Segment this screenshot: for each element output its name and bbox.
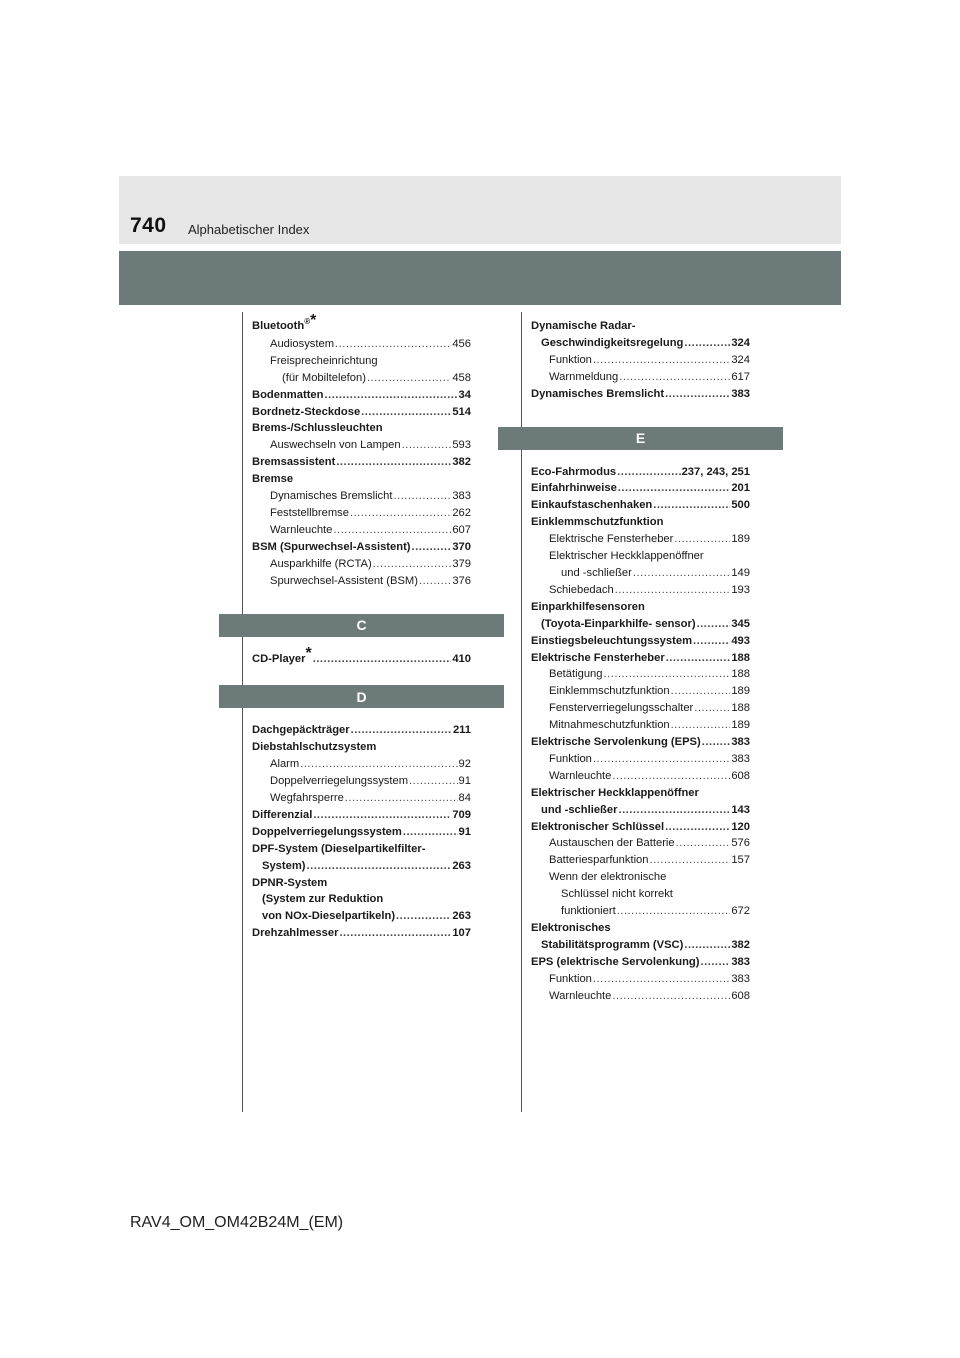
index-entry-bluetooth: Bluetooth®*: [252, 312, 317, 332]
index-entry: EPS (elektrische Servolenkung) ..... 383: [531, 954, 750, 971]
index-subentry: Funktion ..... 324: [531, 352, 750, 369]
index-subentry: Warnmeldung ..... 617: [531, 369, 750, 386]
index-subentry: Warnleuchte ..... 608: [531, 768, 750, 785]
index-subentry: Audiosystem ..... 456: [252, 336, 471, 353]
index-entry: Elektrische Fensterheber ..... 188: [531, 650, 750, 667]
index-subentry: Einklemmschutzfunktion ..... 189: [531, 683, 750, 700]
section-header-e: E: [498, 427, 783, 450]
index-subentry: Freisprecheinrichtung: [270, 354, 378, 367]
index-column-left: [252, 312, 471, 942]
index-subentry: Spurwechsel-Assistent (BSM) ..... 376: [252, 573, 471, 590]
index-entry: Elektrischer Heckklappenöffner: [531, 786, 699, 799]
index-subentry: Wegfahrsperre ..... 84: [252, 790, 471, 807]
index-entry-cd-player: CD-Player* ..... 410: [252, 651, 471, 668]
index-subentry-cont: (für Mobiltelefon) ..... 458: [252, 370, 471, 387]
left-column-rule: [242, 312, 243, 1112]
index-subentry: Austauschen der Batterie ..... 576: [531, 835, 750, 852]
index-entry-cont: von NOx-Dieselpartikeln) ..... 263: [252, 908, 471, 925]
index-entry: Einklemmschutzfunktion: [531, 516, 664, 529]
index-entry: Diebstahlschutzsystem: [252, 741, 377, 754]
index-entry: Bordnetz-Steckdose ..... 514: [252, 404, 471, 421]
index-entry-cont: System) ..... 263: [252, 858, 471, 875]
index-entry-cont: (Toyota-Einparkhilfe- sensor) ..... 345: [531, 616, 750, 633]
index-entry: Doppelverriegelungssystem ..... 91: [252, 824, 471, 841]
index-subentry: Mitnahmeschutzfunktion ..... 189: [531, 717, 750, 734]
index-entry: DPF-System (Dieselpartikelfilter-: [252, 842, 426, 855]
index-entry: Einparkhilfesensoren: [531, 600, 645, 613]
index-subentry: Ausparkhilfe (RCTA) ..... 379: [252, 556, 471, 573]
index-subentry-cont: Schlüssel nicht korrekt: [561, 888, 673, 901]
index-subentry: Betätigung ..... 188: [531, 666, 750, 683]
index-entry: Elektronischer Schlüssel ..... 120: [531, 819, 750, 836]
index-subentry: Auswechseln von Lampen ..... 593: [252, 437, 471, 454]
index-entry: Dynamisches Bremslicht ..... 383: [531, 386, 750, 403]
index-entry: BSM (Spurwechsel-Assistent) ..... 370: [252, 539, 471, 556]
index-entry: Bremsassistent ..... 382: [252, 454, 471, 471]
index-subentry: Funktion ..... 383: [531, 751, 750, 768]
index-subentry-cont: und -schließer ..... 149: [531, 565, 750, 582]
index-subentry: Feststellbremse ..... 262: [252, 505, 471, 522]
document-code-footer: RAV4_OM_OM42B24M_(EM): [130, 1214, 344, 1231]
index-subentry: Warnleuchte ..... 607: [252, 522, 471, 539]
index-entry: DPNR-System: [252, 876, 328, 889]
index-subentry: Schiebedach ..... 193: [531, 582, 750, 599]
index-entry: Drehzahlmesser ..... 107: [252, 925, 471, 942]
section-header-d: D: [219, 685, 504, 708]
page-number: 740: [130, 214, 167, 237]
index-subentry: Warnleuchte ..... 608: [531, 988, 750, 1005]
index-subentry: Funktion ..... 383: [531, 971, 750, 988]
index-entry-cont: Geschwindigkeitsregelung ..... 324: [531, 335, 750, 352]
index-entry: Eco-Fahrmodus ..... 237, 243, 251: [531, 464, 750, 481]
section-header-c: C: [219, 614, 504, 637]
index-subentry-cont: funktioniert ..... 672: [531, 903, 750, 920]
index-entry: Elektronisches: [531, 922, 611, 934]
index-entry: Einstiegsbeleuchtungssystem ..... 493: [531, 633, 750, 650]
index-entry-cont: und -schließer ..... 143: [531, 802, 750, 819]
index-entry: Brems-/Schlussleuchten: [252, 422, 383, 435]
index-entry: Bodenmatten ..... 34: [252, 387, 471, 404]
index-entry: Differenzial ..... 709: [252, 807, 471, 824]
index-entry: Bremse: [252, 473, 294, 486]
header-dark-band: [119, 251, 841, 305]
index-entry: Dynamische Radar-: [531, 320, 636, 332]
page-title: Alphabetischer Index: [188, 222, 310, 237]
index-subentry: Fensterverriegelungsschalter ..... 188: [531, 700, 750, 717]
index-column-right: [531, 318, 750, 1005]
index-subentry: Alarm ..... 92: [252, 756, 471, 773]
index-entry: Dachgepäckträger ..... 211: [252, 722, 471, 739]
index-subentry: Dynamisches Bremslicht ..... 383: [252, 488, 471, 505]
index-subentry: Doppelverriegelungssystem ..... 91: [252, 773, 471, 790]
index-entry: Einkaufstaschenhaken ..... 500: [531, 497, 750, 514]
index-entry: Elektrische Servolenkung (EPS) ..... 383: [531, 734, 750, 751]
index-subentry: Elektrischer Heckklappenöffner: [549, 550, 704, 563]
index-entry-cont: (System zur Reduktion: [262, 893, 384, 906]
index-subentry: Batteriesparfunktion ..... 157: [531, 852, 750, 869]
index-entry: Einfahrhinweise ..... 201: [531, 480, 750, 497]
index-subentry: Elektrische Fensterheber ..... 189: [531, 531, 750, 548]
index-entry-cont: Stabilitätsprogramm (VSC) ..... 382: [531, 937, 750, 954]
index-subentry: Wenn der elektronische: [549, 871, 667, 884]
